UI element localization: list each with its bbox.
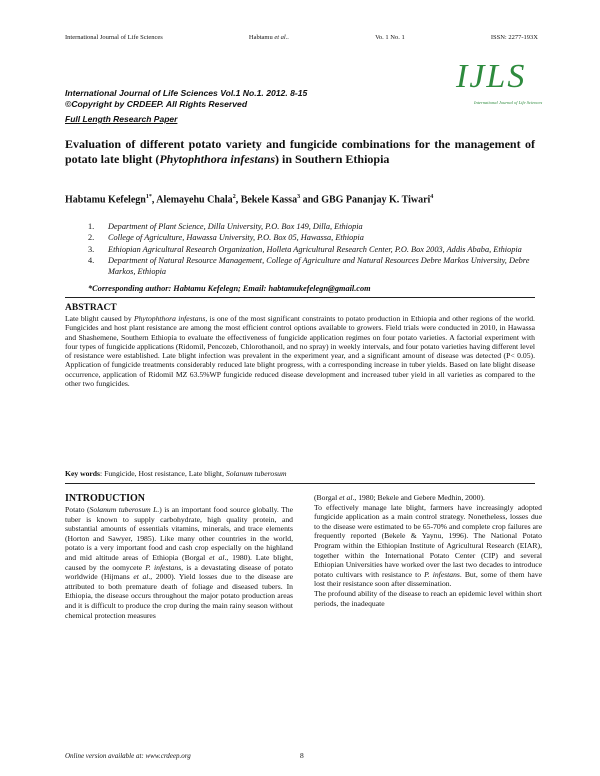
divider <box>65 483 535 484</box>
running-header-volume: Vo. 1 No. 1 <box>375 34 405 41</box>
author-affiliation-mark: 2 <box>232 194 236 200</box>
introduction-paragraph: To effectively manage late blight, farmers have increasingly adopted fungicide application as a main control strategy. Nonetheless, losses due to the disease were estimated to be 65-70% and complete crop failures are frequently reported (Bekele & Yaynu, 1996). The National Potato Program within the Ethiopian Institute of Agricultural Research (EIAR), together within the International Potato Center (CIP) and several Ethiopian Universities have worked over the last two decades to introduce potato cultivars with resistance to P. infestans. But, some of them have lost their resistance soon after dissemination. <box>314 502 543 589</box>
affiliation-item: 4. Department of Natural Resource Management, College of Agriculture and Natural Resources Debre Markos University, Debre Markos, Ethiopia <box>88 255 530 277</box>
paper-title: Evaluation of different potato variety and fungicide combinations for the management of potato late blight (Phytophthora infestans) in Southern Ethiopia <box>65 137 535 166</box>
body-column-left <box>65 493 293 620</box>
abstract-heading: ABSTRACT <box>65 303 117 313</box>
introduction-paragraph: The profound ability of the disease to reach an epidemic level within short periods, the inadequate <box>314 588 542 608</box>
affiliation-item: 3. Ethiopian Agricultural Research Organization, Holleta Agricultural Research Center, P.O. Box 2003, Addis Ababa, Ethiopia <box>88 244 522 254</box>
introduction-paragraph: Potato (Solanum tuberosum L.) is an important food source globally. The tuber is known to supply carbohydrate, high quality protein, and substantial amounts of essentials vitamins, minerals, and trace elements (Horton and Sawyer, 1985). Like many other countries in the world, potato is a very important food and cash crop especially on the highland and mid altitude areas of Ethiopia (Borgal et al., 1980). Late blight, caused by the oomycete P. infestans, is a devastating disease of potato worldwide (Hijmans et al., 2000). Yield losses due to the disease are attributed to both premature death of foliage and diseased tubers. In Ethiopia, the disease occurs throughout the major potato production areas and it is difficult to produce the crop during the main rainy season without chemical protection measures <box>65 505 294 620</box>
affiliation-list <box>88 221 535 277</box>
running-header-issn: ISSN: 2277-193X <box>490 34 538 41</box>
affiliation-item: 1. Department of Plant Science, Dilla University, P.O. Box 149, Dilla, Ethiopia <box>88 222 363 231</box>
keywords: Key words: Fungicide, Host resistance, Late blight, Solanum tuberosum <box>65 469 287 478</box>
journal-info <box>65 88 435 110</box>
corresponding-author: *Corresponding author: Habtamu Kefelegn; Email: habtamukefelegn@gmail.com <box>88 284 371 293</box>
author-name: GBG Pananjay K. Tiwari <box>321 194 431 206</box>
journal-logo <box>456 60 542 110</box>
author-affiliation-mark: 4 <box>430 194 434 200</box>
author-name: Alemayehu Chala <box>156 194 233 206</box>
footer-url: Online version available at: www.crdeep.org <box>65 752 191 760</box>
introduction-heading: INTRODUCTION <box>65 493 146 504</box>
author-affiliation-mark: 3 <box>297 194 301 200</box>
running-header <box>65 34 538 41</box>
author-name: Bekele Kassa <box>240 194 298 206</box>
journal-citation: International Journal of Life Sciences Vol.1 No.1. 2012. 8-15 <box>65 88 308 98</box>
author-name: Habtamu Kefelegn <box>65 194 146 206</box>
logo-text: IJLS <box>456 58 527 95</box>
paper-type: Full Length Research Paper <box>65 114 178 124</box>
abstract-text: Late blight caused by Phytophthora infestans, is one of the most significant constraints to potato production in Ethiopia and other regions of the world. Fungicides and host plant resistance are among the most efficient control options available to growers. Field trials were conducted in 2010, in Hawassa and Shashemene, Southern Ethiopia to evaluate the effectiveness of fungicide application regimes on four potato varieties. A factorial experiment with four types of fungicide applications (Ridomil, Pencozeb, Chlorothanoil, and no spray) in weekly intervals, and four potato varieties having different level of resistance were established. Late blight infection was prevalent in the experiment year, and a significant amount of disease was detected (P< 0.05). Application of fungicide treatments considerably reduced late blight progress, with a corresponding increase in tuber yields. Based on late blight disease occurrence, application of Ridomil MZ 63.5%WP fungicide reduced disease development and increased tuber yield in all varieties as compared to the other two fungicides. <box>65 314 535 388</box>
author-list: Habtamu Kefelegn$^{1*}$, Alemayehu Chala$^2$, Bekele Kassa$^3$ and GBG Pananjay K. Tiwari$^4$ <box>65 194 434 206</box>
introduction-paragraph: (Borgal et al., 1980; Bekele and Gebere Medhin, 2000). <box>314 493 485 502</box>
running-header-journal: International Journal of Life Sciences <box>65 34 163 41</box>
body-column-right <box>314 493 542 608</box>
page-number: 8 <box>300 751 304 760</box>
running-header-author: Habtamu et al.. <box>248 34 289 41</box>
divider <box>65 297 535 298</box>
journal-copyright: ©Copyright by CRDEEP. All Rights Reserved <box>65 99 248 109</box>
author-affiliation-mark: 1* <box>145 194 152 200</box>
logo-subtitle: International Journal of Life Sciences <box>474 100 543 105</box>
affiliation-item: 2. College of Agriculture, Hawassa University, P.O. Box 05, Hawassa, Ethiopia <box>88 233 364 243</box>
